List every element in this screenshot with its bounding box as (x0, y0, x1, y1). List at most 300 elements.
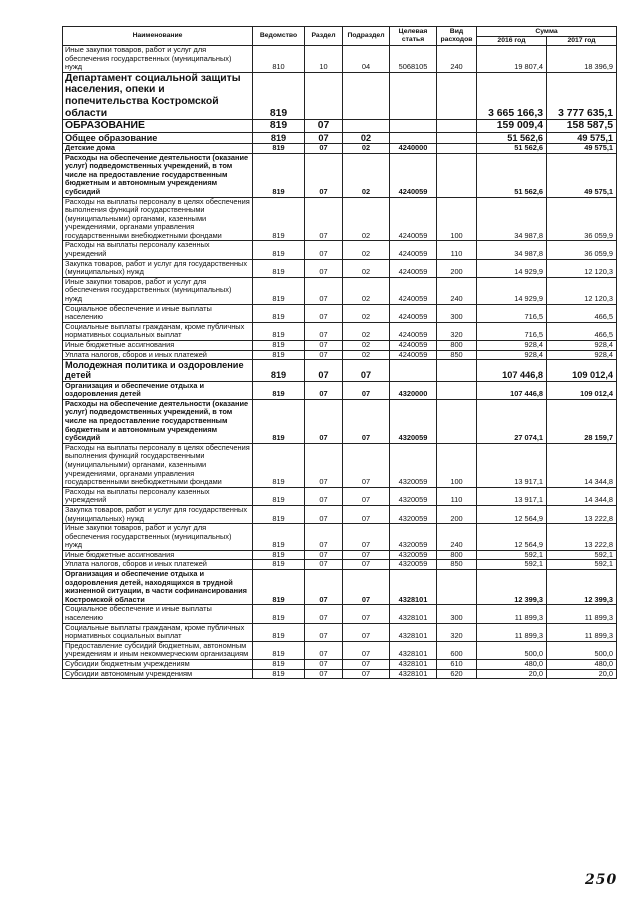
razdel-cell: 07 (305, 143, 343, 153)
vid-cell: 240 (437, 277, 477, 304)
row-name-cell (63, 623, 253, 641)
header-name: Наименование (63, 27, 253, 46)
sum-2016-cell: 592,1 (477, 550, 547, 560)
vid-cell (437, 153, 477, 197)
podrazdel-cell: 02 (343, 277, 390, 304)
target-cell (390, 132, 437, 143)
header-vedomstvo: Ведомство (253, 27, 305, 46)
podrazdel-cell (343, 72, 390, 119)
row-name: Организация и обеспечение отдыха и оздоровления детей (65, 380, 205, 399)
sum-2017-cell: 49 575,1 (547, 132, 617, 143)
razdel-cell: 07 (305, 241, 343, 259)
row-name: Департамент социальной защиты населения, опеки и попечительства Костромской области (65, 72, 241, 119)
row-name: Предоставление субсидий бюджетным, автономным учреждениям и иным некоммерческим организациям (65, 640, 249, 659)
podrazdel-cell: 07 (343, 505, 390, 523)
target-cell: 4240059 (390, 304, 437, 322)
sum-2016-cell: 14 929,9 (477, 259, 547, 277)
razdel-cell: 07 (305, 641, 343, 659)
target-cell: 4240059 (390, 259, 437, 277)
vid-cell (437, 399, 477, 443)
header-2016: 2016 год (477, 37, 547, 46)
vedomstvo-cell: 819 (253, 322, 305, 340)
row-name: Молодежная политика и оздоровление детей (65, 360, 244, 381)
razdel-cell: 07 (305, 304, 343, 322)
sum-2017-cell: 109 012,4 (547, 381, 617, 399)
vedomstvo-cell: 819 (253, 120, 305, 133)
razdel-cell: 07 (305, 277, 343, 304)
razdel-cell: 07 (305, 341, 343, 351)
vedomstvo-cell: 819 (253, 605, 305, 623)
sum-2017-cell: 20,0 (547, 669, 617, 679)
razdel-cell: 07 (305, 153, 343, 197)
vedomstvo-cell: 819 (253, 669, 305, 679)
podrazdel-cell: 04 (343, 46, 390, 73)
target-cell: 4328101 (390, 641, 437, 659)
row-name-cell (63, 197, 253, 241)
sum-2017-cell: 3 777 635,1 (547, 72, 617, 119)
target-cell (390, 360, 437, 381)
razdel-cell: 07 (305, 505, 343, 523)
row-name-cell (63, 132, 253, 143)
row-name: Общее образование (65, 132, 158, 143)
sum-2016-cell: 716,5 (477, 304, 547, 322)
target-cell: 4240059 (390, 350, 437, 360)
sum-2016-cell: 34 987,8 (477, 241, 547, 259)
table-body (63, 46, 617, 679)
podrazdel-cell: 07 (343, 360, 390, 381)
razdel-cell (305, 72, 343, 119)
sum-2017-cell: 36 059,9 (547, 241, 617, 259)
razdel-cell: 07 (305, 487, 343, 505)
podrazdel-cell: 02 (343, 132, 390, 143)
sum-2016-cell: 12 564,9 (477, 505, 547, 523)
razdel-cell: 07 (305, 259, 343, 277)
sum-2016-cell: 19 807,4 (477, 46, 547, 73)
podrazdel-cell: 02 (343, 197, 390, 241)
row-name-cell (63, 153, 253, 197)
vedomstvo-cell: 819 (253, 241, 305, 259)
sum-2016-cell: 716,5 (477, 322, 547, 340)
target-cell: 4320059 (390, 550, 437, 560)
target-cell: 4320059 (390, 443, 437, 487)
razdel-cell: 07 (305, 560, 343, 570)
vid-cell: 200 (437, 259, 477, 277)
podrazdel-cell: 02 (343, 153, 390, 197)
podrazdel-cell: 07 (343, 641, 390, 659)
razdel-cell: 07 (305, 570, 343, 605)
header-summa: Сумма (477, 27, 617, 37)
podrazdel-cell: 07 (343, 660, 390, 670)
row-name-cell (63, 660, 253, 670)
row-name: Уплата налогов, сборов и иных платежей (65, 559, 207, 569)
podrazdel-cell: 07 (343, 399, 390, 443)
podrazdel-cell: 02 (343, 350, 390, 360)
table-row (63, 350, 617, 360)
razdel-cell: 07 (305, 360, 343, 381)
sum-2016-cell: 12 399,3 (477, 570, 547, 605)
target-cell: 4328101 (390, 605, 437, 623)
row-name-cell (63, 277, 253, 304)
target-cell: 4240000 (390, 143, 437, 153)
vid-cell: 850 (437, 560, 477, 570)
sum-2016-cell: 107 446,8 (477, 381, 547, 399)
vedomstvo-cell: 819 (253, 550, 305, 560)
vedomstvo-cell: 819 (253, 350, 305, 360)
table-row (63, 304, 617, 322)
row-name: Иные закупки товаров, работ и услуг для обеспечения государственных (муниципальных) нужд (65, 276, 232, 304)
table-row (63, 241, 617, 259)
table-row (63, 524, 617, 551)
razdel-cell: 07 (305, 623, 343, 641)
target-cell: 4240059 (390, 153, 437, 197)
row-name: Субсидии бюджетным учреждениям (65, 659, 190, 669)
table-row (63, 153, 617, 197)
table-row (63, 259, 617, 277)
vedomstvo-cell: 810 (253, 46, 305, 73)
table-row (63, 669, 617, 679)
row-name: Социальное обеспечение и иные выплаты населению (65, 303, 212, 322)
vid-cell (437, 72, 477, 119)
table-row (63, 360, 617, 381)
razdel-cell: 07 (305, 132, 343, 143)
sum-2016-cell: 480,0 (477, 660, 547, 670)
podrazdel-cell: 07 (343, 381, 390, 399)
sum-2017-cell: 500,0 (547, 641, 617, 659)
sum-2017-cell: 14 344,8 (547, 487, 617, 505)
sum-2017-cell: 158 587,5 (547, 120, 617, 133)
razdel-cell: 07 (305, 120, 343, 133)
row-name: Расходы на выплаты персоналу казенных учреждений (65, 240, 210, 259)
razdel-cell: 07 (305, 524, 343, 551)
vedomstvo-cell: 819 (253, 524, 305, 551)
row-name-cell (63, 641, 253, 659)
row-name: Иные бюджетные ассигнования (65, 340, 175, 350)
row-name: Субсидии автономным учреждениям (65, 668, 193, 678)
podrazdel-cell: 07 (343, 623, 390, 641)
vedomstvo-cell: 819 (253, 277, 305, 304)
vid-cell: 300 (437, 304, 477, 322)
table-row (63, 381, 617, 399)
vid-cell (437, 143, 477, 153)
target-cell: 4328101 (390, 669, 437, 679)
vid-cell: 110 (437, 241, 477, 259)
vid-cell: 600 (437, 641, 477, 659)
row-name: Социальные выплаты гражданам, кроме публичных нормативных социальных выплат (65, 321, 245, 340)
header-vid: Вид расходов (437, 27, 477, 46)
podrazdel-cell: 02 (343, 143, 390, 153)
sum-2017-cell: 466,5 (547, 322, 617, 340)
sum-2017-cell: 12 120,3 (547, 277, 617, 304)
vedomstvo-cell: 819 (253, 197, 305, 241)
vid-cell: 300 (437, 605, 477, 623)
vedomstvo-cell: 819 (253, 487, 305, 505)
vedomstvo-cell: 819 (253, 360, 305, 381)
header-podrazdel: Подраздел (343, 27, 390, 46)
sum-2016-cell: 107 446,8 (477, 360, 547, 381)
vedomstvo-cell: 819 (253, 132, 305, 143)
sum-2016-cell: 500,0 (477, 641, 547, 659)
sum-2016-cell: 592,1 (477, 560, 547, 570)
sum-2017-cell: 592,1 (547, 550, 617, 560)
podrazdel-cell: 07 (343, 487, 390, 505)
vid-cell: 240 (437, 524, 477, 551)
target-cell: 4320059 (390, 524, 437, 551)
vedomstvo-cell: 819 (253, 72, 305, 119)
sum-2016-cell: 11 899,3 (477, 623, 547, 641)
podrazdel-cell: 02 (343, 341, 390, 351)
table-row (63, 72, 617, 119)
row-name: Расходы на выплаты персоналу в целях обеспечения выполнения функций государственными (муниципальными) органами, казенными учреждениями, органами управления государственными внебюджетными фондами (65, 442, 250, 487)
podrazdel-cell: 07 (343, 443, 390, 487)
row-name-cell (63, 120, 253, 133)
row-name-cell (63, 669, 253, 679)
vid-cell: 320 (437, 322, 477, 340)
table-row (63, 443, 617, 487)
sum-2017-cell: 14 344,8 (547, 443, 617, 487)
sum-2016-cell: 51 562,6 (477, 153, 547, 197)
row-name-cell (63, 350, 253, 360)
table-row (63, 341, 617, 351)
table-row (63, 143, 617, 153)
target-cell: 4240059 (390, 197, 437, 241)
vedomstvo-cell: 819 (253, 153, 305, 197)
target-cell (390, 72, 437, 119)
vid-cell: 610 (437, 660, 477, 670)
target-cell: 4240059 (390, 322, 437, 340)
table-row (63, 120, 617, 133)
sum-2016-cell: 13 917,1 (477, 487, 547, 505)
table-row (63, 399, 617, 443)
row-name: Расходы на обеспечение деятельности (оказание услуг) подведомственных учреждений, в том числе на предоставление государственным бюджетным и автономным учреждениям субсидий (65, 152, 249, 196)
table-row (63, 322, 617, 340)
podrazdel-cell: 02 (343, 259, 390, 277)
razdel-cell: 07 (305, 322, 343, 340)
row-name-cell (63, 443, 253, 487)
vid-cell: 240 (437, 46, 477, 73)
row-name-cell (63, 322, 253, 340)
header-razdel: Раздел (305, 27, 343, 46)
sum-2017-cell: 36 059,9 (547, 197, 617, 241)
vedomstvo-cell: 819 (253, 304, 305, 322)
row-name-cell (63, 241, 253, 259)
sum-2017-cell: 13 222,8 (547, 524, 617, 551)
podrazdel-cell: 02 (343, 304, 390, 322)
row-name: Детские дома (65, 142, 115, 152)
row-name-cell (63, 399, 253, 443)
row-name: Организация и обеспечение отдыха и оздоровления детей, находящихся в трудной жизненной ситуации, в части софинансирования Костромской области (65, 569, 247, 604)
table-row (63, 605, 617, 623)
target-cell: 5068105 (390, 46, 437, 73)
target-cell: 4328101 (390, 570, 437, 605)
table-row (63, 505, 617, 523)
target-cell: 4240059 (390, 277, 437, 304)
podrazdel-cell: 07 (343, 524, 390, 551)
podrazdel-cell: 02 (343, 322, 390, 340)
podrazdel-cell: 07 (343, 570, 390, 605)
header-target: Целевая статья (390, 27, 437, 46)
budget-document (62, 26, 616, 679)
vedomstvo-cell: 819 (253, 560, 305, 570)
header-2017: 2017 год (547, 37, 617, 46)
row-name: Закупка товаров, работ и услуг для государственных (муниципальных) нужд (65, 504, 248, 523)
razdel-cell: 07 (305, 669, 343, 679)
podrazdel-cell: 07 (343, 605, 390, 623)
sum-2017-cell: 49 575,1 (547, 153, 617, 197)
sum-2017-cell: 466,5 (547, 304, 617, 322)
vedomstvo-cell: 819 (253, 399, 305, 443)
table-header (63, 27, 617, 46)
row-name: Иные бюджетные ассигнования (65, 549, 175, 559)
row-name: Социальное обеспечение и иные выплаты населению (65, 604, 212, 623)
target-cell: 4320059 (390, 487, 437, 505)
table-row (63, 487, 617, 505)
row-name-cell (63, 381, 253, 399)
sum-2017-cell: 13 222,8 (547, 505, 617, 523)
sum-2017-cell: 592,1 (547, 560, 617, 570)
vedomstvo-cell: 819 (253, 505, 305, 523)
razdel-cell: 07 (305, 197, 343, 241)
row-name: Расходы на выплаты персоналу казенных учреждений (65, 486, 210, 505)
row-name: Закупка товаров, работ и услуг для государственных (муниципальных) нужд (65, 258, 248, 277)
razdel-cell: 07 (305, 550, 343, 560)
row-name: Расходы на обеспечение деятельности (оказание услуг) подведомственных учреждений, в том числе на предоставление государственным бюджетным и автономным учреждениям субсидий (65, 398, 249, 443)
razdel-cell: 07 (305, 443, 343, 487)
razdel-cell: 07 (305, 605, 343, 623)
vid-cell: 620 (437, 669, 477, 679)
row-name-cell (63, 72, 253, 119)
vid-cell: 110 (437, 487, 477, 505)
podrazdel-cell: 02 (343, 241, 390, 259)
table-row (63, 277, 617, 304)
sum-2016-cell: 14 929,9 (477, 277, 547, 304)
row-name-cell (63, 524, 253, 551)
row-name: ОБРАЗОВАНИЕ (65, 120, 145, 132)
podrazdel-cell: 07 (343, 560, 390, 570)
sum-2017-cell: 49 575,1 (547, 143, 617, 153)
sum-2017-cell: 12 399,3 (547, 570, 617, 605)
vid-cell: 320 (437, 623, 477, 641)
vedomstvo-cell: 819 (253, 660, 305, 670)
sum-2016-cell: 27 074,1 (477, 399, 547, 443)
budget-table (62, 26, 617, 679)
vid-cell: 100 (437, 197, 477, 241)
vid-cell (437, 570, 477, 605)
row-name: Расходы на выплаты персоналу в целях обеспечения выполнения функций государственными (муниципальными) органами, казенными учреждениями, органами управления государственными внебюджетными фондами (65, 196, 250, 240)
razdel-cell: 07 (305, 350, 343, 360)
row-name-cell (63, 505, 253, 523)
sum-2017-cell: 12 120,3 (547, 259, 617, 277)
vid-cell: 800 (437, 550, 477, 560)
sum-2016-cell: 13 917,1 (477, 443, 547, 487)
row-name-cell (63, 46, 253, 73)
vedomstvo-cell: 819 (253, 570, 305, 605)
sum-2016-cell: 34 987,8 (477, 197, 547, 241)
vid-cell (437, 381, 477, 399)
target-cell: 4320059 (390, 560, 437, 570)
row-name-cell (63, 341, 253, 351)
row-name-cell (63, 570, 253, 605)
vedomstvo-cell: 819 (253, 381, 305, 399)
sum-2016-cell: 51 562,6 (477, 143, 547, 153)
sum-2017-cell: 11 899,3 (547, 605, 617, 623)
vid-cell (437, 360, 477, 381)
podrazdel-cell (343, 120, 390, 133)
razdel-cell: 07 (305, 381, 343, 399)
vid-cell: 100 (437, 443, 477, 487)
podrazdel-cell: 07 (343, 669, 390, 679)
vedomstvo-cell: 819 (253, 341, 305, 351)
sum-2016-cell: 51 562,6 (477, 132, 547, 143)
sum-2016-cell: 159 009,4 (477, 120, 547, 133)
table-row (63, 641, 617, 659)
row-name: Иные закупки товаров, работ и услуг для обеспечения государственных (муниципальных) нужд (65, 523, 232, 550)
target-cell: 4328101 (390, 623, 437, 641)
sum-2016-cell: 928,4 (477, 341, 547, 351)
sum-2016-cell: 928,4 (477, 350, 547, 360)
row-name: Иные закупки товаров, работ и услуг для обеспечения государственных (муниципальных) нужд (65, 45, 232, 72)
sum-2017-cell: 28 159,7 (547, 399, 617, 443)
sum-2016-cell: 3 665 166,3 (477, 72, 547, 119)
vedomstvo-cell: 819 (253, 443, 305, 487)
target-cell: 4240059 (390, 341, 437, 351)
sum-2016-cell: 12 564,9 (477, 524, 547, 551)
row-name-cell (63, 304, 253, 322)
vid-cell (437, 132, 477, 143)
target-cell: 4240059 (390, 241, 437, 259)
target-cell: 4320059 (390, 399, 437, 443)
sum-2017-cell: 928,4 (547, 350, 617, 360)
sum-2016-cell: 20,0 (477, 669, 547, 679)
row-name-cell (63, 605, 253, 623)
table-row (63, 623, 617, 641)
sum-2016-cell: 11 899,3 (477, 605, 547, 623)
row-name: Социальные выплаты гражданам, кроме публичных нормативных социальных выплат (65, 622, 245, 641)
row-name-cell (63, 143, 253, 153)
vedomstvo-cell: 819 (253, 143, 305, 153)
vid-cell: 800 (437, 341, 477, 351)
sum-2017-cell: 11 899,3 (547, 623, 617, 641)
target-cell (390, 120, 437, 133)
vid-cell: 850 (437, 350, 477, 360)
table-row (63, 132, 617, 143)
page-number: 250 (585, 872, 618, 888)
sum-2017-cell: 109 012,4 (547, 360, 617, 381)
target-cell: 4320000 (390, 381, 437, 399)
razdel-cell: 07 (305, 660, 343, 670)
vid-cell (437, 120, 477, 133)
sum-2017-cell: 480,0 (547, 660, 617, 670)
target-cell: 4328101 (390, 660, 437, 670)
vedomstvo-cell: 819 (253, 623, 305, 641)
table-row (63, 570, 617, 605)
vedomstvo-cell: 819 (253, 641, 305, 659)
row-name-cell (63, 487, 253, 505)
vid-cell: 200 (437, 505, 477, 523)
table-row (63, 197, 617, 241)
row-name-cell (63, 259, 253, 277)
target-cell: 4320059 (390, 505, 437, 523)
razdel-cell: 07 (305, 399, 343, 443)
table-row (63, 46, 617, 73)
vedomstvo-cell: 819 (253, 259, 305, 277)
table-row (63, 660, 617, 670)
razdel-cell: 10 (305, 46, 343, 73)
sum-2017-cell: 18 396,9 (547, 46, 617, 73)
sum-2017-cell: 928,4 (547, 341, 617, 351)
row-name: Уплата налогов, сборов и иных платежей (65, 349, 207, 359)
row-name-cell (63, 360, 253, 381)
podrazdel-cell: 07 (343, 550, 390, 560)
